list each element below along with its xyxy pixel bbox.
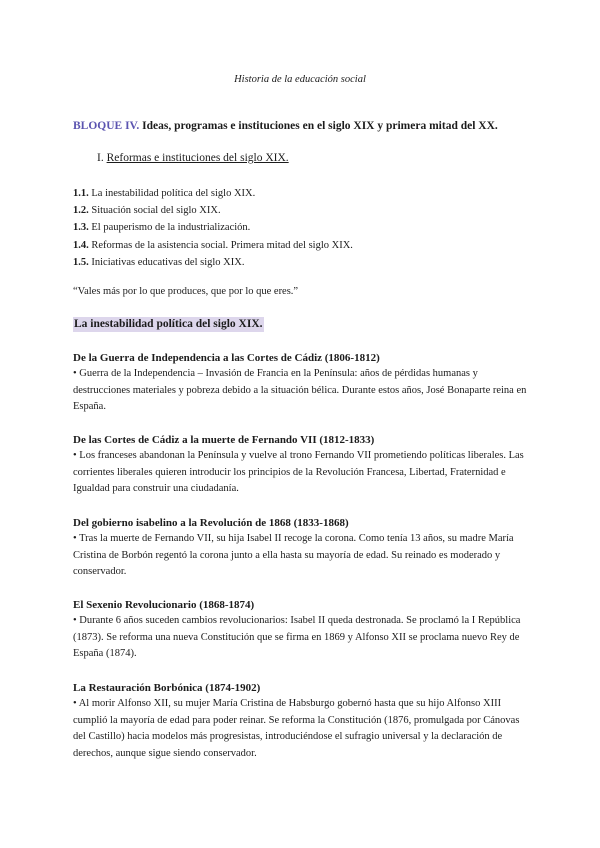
section-body: • Tras la muerte de Fernando VII, su hija Isabel II recoge la corona. Como tenía 13 años, su madre María Cristina de Borbón regentó la corona junto a ella hasta su mayoría de edad. Su reinado es moderado y conservador.	[73, 533, 514, 578]
block-title-text: Ideas, programas e instituciones en el siglo XIX y primera mitad del XX.	[139, 120, 498, 132]
section-title: Del gobierno isabelino a la Revolución de 1868 (1833-1868)	[73, 517, 349, 529]
section-body: • Guerra de la Independencia – Invasión de Francia en la Península: años de pérdidas humanas y destrucciones materiales y pobreza debido a la situación bélica. Durante estos años, José Bonaparte reina en España.	[73, 368, 527, 413]
highlighted-heading: La inestabilidad política del siglo XIX.	[74, 318, 263, 330]
toc-item-number: 1.1.	[73, 188, 89, 199]
toc-item	[73, 219, 353, 236]
toc-item-text: El pauperismo de la industrialización.	[88, 222, 251, 234]
section-title: La Restauración Borbónica (1874-1902)	[73, 682, 261, 694]
subsection-number: I.	[97, 152, 107, 164]
toc-item	[73, 185, 353, 202]
toc-item	[73, 202, 353, 219]
quote: “Vales más por lo que produces, que por lo que eres.”	[73, 286, 299, 297]
toc-item-text: Situación social del siglo XIX.	[88, 205, 221, 217]
section	[73, 515, 533, 581]
toc-item-number: 1.3.	[73, 222, 89, 234]
subsection-title	[97, 152, 289, 164]
toc-item-number: 1.5.	[73, 256, 89, 268]
block-label: BLOQUE IV.	[73, 120, 140, 132]
toc-item	[73, 237, 353, 254]
block-title	[73, 120, 498, 132]
section-title: De las Cortes de Cádiz a la muerte de Fernando VII (1812-1833)	[73, 434, 375, 446]
toc-item	[73, 254, 353, 271]
toc-item-number: 1.4.	[73, 239, 89, 251]
section-body: • Durante 6 años suceden cambios revolucionarios: Isabel II queda destronada. Se proclamó la I República (1873). Se reforma una nueva Constitución que se firma en 1869 y Alfonso XII se proclama nuevo Rey de España (1874).	[73, 615, 521, 660]
section-body: • Al morir Alfonso XII, su mujer María Cristina de Habsburgo gobernó hasta que su hijo Alfonso XIII cumplió la mayoría de edad para poder reinar. Se reforma la Constitución (1876, promulgada por Cánovas del Castillo) hacia modelos más progresistas, introduciéndose el sufragio universal y la declaración de derechos, aunque sigue siendo conservador.	[73, 698, 520, 759]
subsection-title-text: Reformas e instituciones del siglo XIX.	[106, 152, 289, 164]
page-header: Historia de la educación social	[234, 74, 366, 85]
section-title: De la Guerra de Independencia a las Cortes de Cádiz (1806-1812)	[73, 352, 380, 364]
section	[73, 680, 533, 762]
section	[73, 597, 533, 663]
section	[73, 350, 533, 416]
toc-item-text: La inestabilidad política del siglo XIX.	[88, 188, 256, 199]
toc-item-text: Reformas de la asistencia social. Primera mitad del siglo XIX.	[88, 239, 353, 251]
section	[73, 432, 533, 498]
toc-item-text: Iniciativas educativas del siglo XIX.	[88, 256, 245, 268]
toc-item-number: 1.2.	[73, 205, 89, 217]
table-of-contents	[73, 185, 353, 271]
section-title: El Sexenio Revolucionario (1868-1874)	[73, 599, 255, 611]
section-body: • Los franceses abandonan la Península y vuelve al trono Fernando VII prometiendo políticas liberales. Las corrientes liberales quieren introducir los principios de la Revolución Francesa, Libertad, Fraternidad e Igualdad para construir una ciudadanía.	[73, 450, 524, 495]
